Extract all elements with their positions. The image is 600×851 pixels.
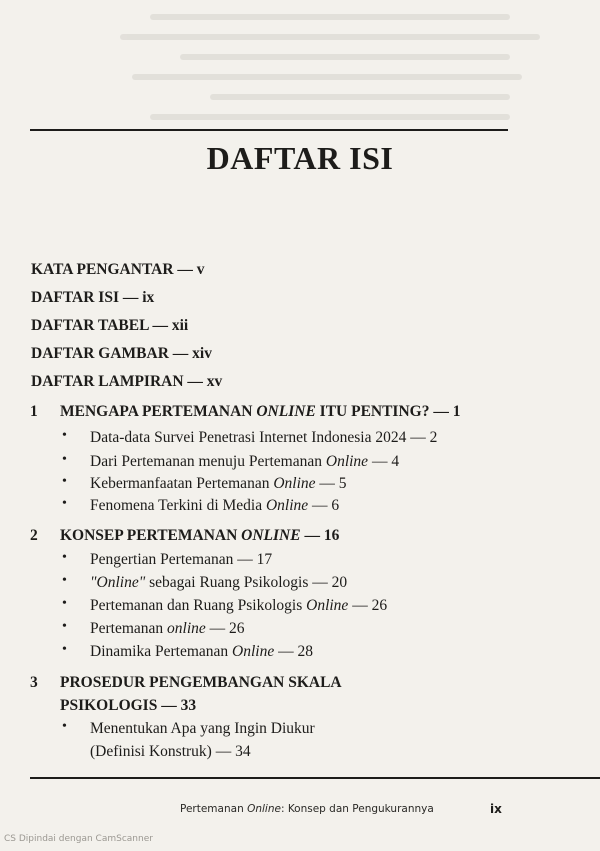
chapter-number: 2 <box>30 527 38 544</box>
bottom-rule <box>30 777 600 779</box>
chapter-number: 3 <box>30 674 38 691</box>
chapter-title-line-2: PSIKOLOGIS — 33 <box>60 697 197 714</box>
chapter-number: 1 <box>30 403 38 420</box>
bullet-icon: • <box>62 452 67 467</box>
bullet-icon: • <box>62 719 67 734</box>
chapter-title: KONSEP PERTEMANAN ONLINE — 16 <box>60 527 340 544</box>
bullet-icon: • <box>62 428 67 443</box>
front-matter-kata-pengantar[interactable]: KATA PENGANTAR — v <box>31 261 205 278</box>
bullet-icon: • <box>62 642 67 657</box>
bullet-icon: • <box>62 573 67 588</box>
bullet-icon: • <box>62 496 67 511</box>
front-matter-daftar-isi[interactable]: DAFTAR ISI — ix <box>31 289 155 306</box>
bullet-icon: • <box>62 596 67 611</box>
running-footer: Pertemanan Online: Konsep dan Pengukurannya <box>180 803 434 815</box>
bullet-icon: • <box>62 550 67 565</box>
front-matter-daftar-gambar[interactable]: DAFTAR GAMBAR — xiv <box>31 345 212 362</box>
bleed-through-text <box>0 0 600 120</box>
page-number: ix <box>490 802 502 816</box>
scanner-watermark: CS Dipindai dengan CamScanner <box>4 834 153 844</box>
bullet-icon: • <box>62 474 67 489</box>
top-rule <box>30 129 508 131</box>
front-matter-daftar-tabel[interactable]: DAFTAR TABEL — xii <box>31 317 189 334</box>
bullet-icon: • <box>62 619 67 634</box>
front-matter-daftar-lampiran[interactable]: DAFTAR LAMPIRAN — xv <box>31 373 223 390</box>
chapter-title-line-1: PROSEDUR PENGEMBANGAN SKALA <box>60 674 342 691</box>
page-title: DAFTAR ISI <box>206 140 394 176</box>
chapter-title: MENGAPA PERTEMANAN ONLINE ITU PENTING? — 1 <box>60 403 461 420</box>
